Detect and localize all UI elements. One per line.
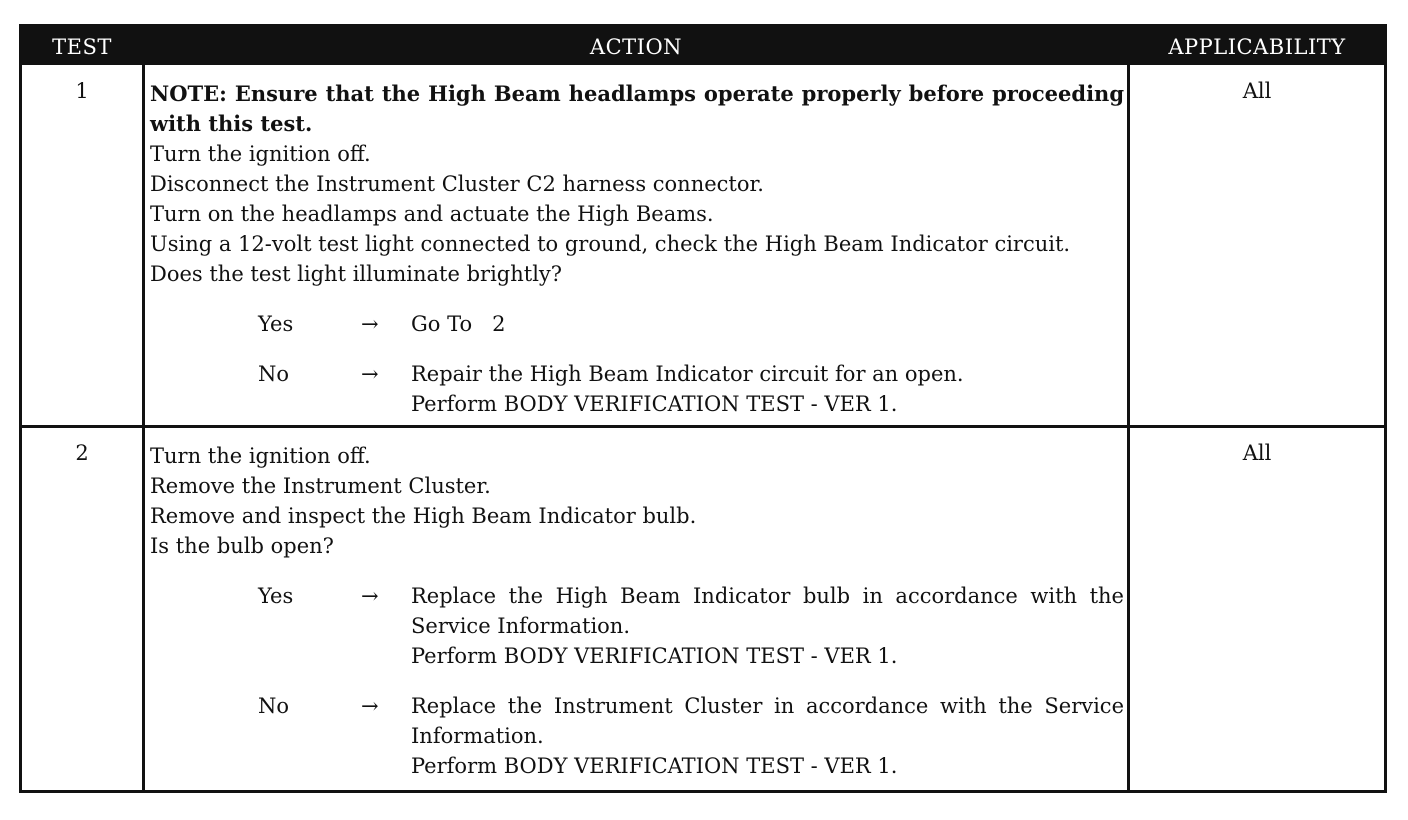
action-cell xyxy=(150,441,1124,781)
arrow-icon: → xyxy=(361,312,379,336)
row-divider xyxy=(22,425,1384,428)
step-text: Remove and inspect the High Beam Indicator bulb. xyxy=(150,504,697,528)
step-text: Turn on the headlamps and actuate the High Beams. xyxy=(150,202,714,226)
branch-text xyxy=(411,359,1124,419)
step-text: Disconnect the Instrument Cluster C2 harness connector. xyxy=(150,172,764,196)
yes-branch xyxy=(150,581,1124,671)
branch-line: Perform BODY VERIFICATION TEST - VER 1. xyxy=(411,754,898,778)
question-text: Does the test light illuminate brightly? xyxy=(150,262,563,286)
applicability-value: All xyxy=(1242,79,1272,103)
column-divider xyxy=(142,27,145,790)
branch-line: Replace the High Beam Indicator bulb in accordance with the xyxy=(411,584,1124,608)
applicability-value: All xyxy=(1242,441,1272,465)
header-action: ACTION xyxy=(145,27,1127,65)
branch-line: Perform BODY VERIFICATION TEST - VER 1. xyxy=(411,644,898,668)
column-divider xyxy=(1127,27,1130,790)
header-test: TEST xyxy=(22,27,142,65)
step-text: Remove the Instrument Cluster. xyxy=(150,474,491,498)
branch-line: Repair the High Beam Indicator circuit for an open. xyxy=(411,362,964,386)
branch-text xyxy=(411,691,1124,781)
step-text: Turn the ignition off. xyxy=(150,444,371,468)
branch-text xyxy=(411,309,1124,339)
branch-line: Perform BODY VERIFICATION TEST - VER 1. xyxy=(411,392,898,416)
branch-line: Go To 2 xyxy=(411,312,506,336)
question-text: Is the bulb open? xyxy=(150,534,334,558)
arrow-icon: → xyxy=(361,694,379,718)
arrow-icon: → xyxy=(361,362,379,386)
step-text: Turn the ignition off. xyxy=(150,142,371,166)
yes-branch xyxy=(150,309,1124,339)
test-number: 2 xyxy=(75,441,89,465)
no-label: No xyxy=(258,694,290,718)
action-cell xyxy=(150,79,1124,419)
branch-line: Replace the Instrument Cluster in accordance with the Service xyxy=(411,694,1124,718)
yes-label: Yes xyxy=(258,584,294,608)
diagnostic-table xyxy=(19,24,1387,793)
no-branch xyxy=(150,691,1124,781)
test-number: 1 xyxy=(75,79,89,103)
note-text: NOTE: Ensure that the High Beam headlamps operate properly before proceeding with this test. xyxy=(150,81,1124,136)
no-label: No xyxy=(258,362,290,386)
no-branch xyxy=(150,359,1124,419)
branch-text xyxy=(411,581,1124,671)
branch-line: Information. xyxy=(411,724,544,748)
branch-line: Service Information. xyxy=(411,614,631,638)
arrow-icon: → xyxy=(361,584,379,608)
header-applicability: APPLICABILITY xyxy=(1130,27,1384,65)
step-text: Using a 12-volt test light connected to ground, check the High Beam Indicator circuit. xyxy=(150,232,1071,256)
yes-label: Yes xyxy=(258,312,294,336)
